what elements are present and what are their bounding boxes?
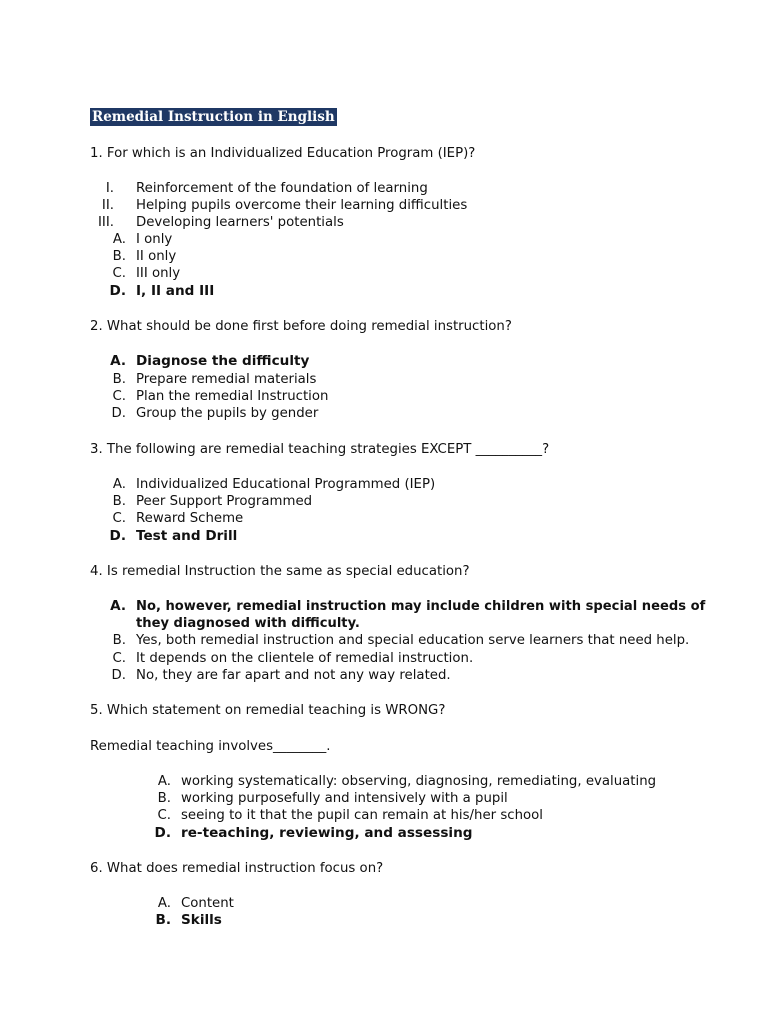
roman-numeral-3: III. <box>98 215 114 230</box>
option-mark: A. <box>112 477 126 492</box>
option-text: working purposefully and intensively with a pupil <box>181 791 508 806</box>
option-mark: B. <box>112 372 126 387</box>
answer-mark: D. <box>109 283 126 299</box>
option-text: Group the pupils by gender <box>136 406 319 421</box>
answer-mark: A. <box>110 353 126 369</box>
answer-mark: D. <box>109 528 126 544</box>
option-mark: C. <box>112 266 126 281</box>
question-5: 5. Which statement on remedial teaching is WRONG? <box>90 703 446 718</box>
answer-text: No, however, remedial instruction may include children with special needs of <box>136 599 706 614</box>
answer-text: I, II and III <box>136 283 215 299</box>
option-mark: B. <box>157 791 171 806</box>
option-mark: A. <box>112 232 126 247</box>
option-mark: C. <box>112 389 126 404</box>
option-text: I only <box>136 232 173 247</box>
roman-item-3: Developing learners' potentials <box>136 215 344 230</box>
option-mark: B. <box>112 633 126 648</box>
option-mark: A. <box>157 774 171 789</box>
answer-text-continued: they diagnosed with difficulty. <box>136 616 360 631</box>
question-3: 3. The following are remedial teaching strategies EXCEPT __________? <box>90 442 550 457</box>
option-text: It depends on the clientele of remedial instruction. <box>136 651 474 666</box>
option-text: Prepare remedial materials <box>136 372 317 387</box>
roman-numeral-1: I. <box>105 181 114 196</box>
answer-mark: B. <box>155 912 171 928</box>
option-text: Reward Scheme <box>136 511 244 526</box>
question-4: 4. Is remedial Instruction the same as special education? <box>90 564 470 579</box>
option-text: II only <box>136 249 177 264</box>
option-text: Individualized Educational Programmed (IEP) <box>136 477 436 492</box>
answer-mark: A. <box>110 598 126 614</box>
answer-text: re-teaching, reviewing, and assessing <box>181 825 473 841</box>
option-mark: B. <box>112 249 126 264</box>
answer-text: Skills <box>181 912 222 928</box>
roman-item-1: Reinforcement of the foundation of learning <box>136 181 428 196</box>
option-text: Content <box>181 896 234 911</box>
option-mark: C. <box>112 651 126 666</box>
question-2: 2. What should be done first before doing remedial instruction? <box>90 319 512 334</box>
option-text: III only <box>136 266 181 281</box>
option-text: Peer Support Programmed <box>136 494 313 509</box>
option-mark: C. <box>157 808 171 823</box>
option-mark: D. <box>111 406 126 421</box>
question-5-stem: Remedial teaching involves________. <box>90 739 331 754</box>
question-1: 1. For which is an Individualized Education Program (IEP)? <box>90 146 476 161</box>
answer-mark: D. <box>154 825 171 841</box>
option-text: No, they are far apart and not any way related. <box>136 668 451 683</box>
option-text: Yes, both remedial instruction and special education serve learners that need help. <box>136 633 690 648</box>
question-6: 6. What does remedial instruction focus on? <box>90 861 384 876</box>
roman-numeral-2: II. <box>101 198 114 213</box>
option-text: working systematically: observing, diagnosing, remediating, evaluating <box>181 774 657 789</box>
answer-text: Test and Drill <box>136 528 238 544</box>
roman-item-2: Helping pupils overcome their learning difficulties <box>136 198 468 213</box>
option-text: Plan the remedial Instruction <box>136 389 329 404</box>
option-mark: A. <box>157 896 171 911</box>
document-title: Remedial Instruction in English <box>92 109 335 125</box>
option-mark: C. <box>112 511 126 526</box>
answer-text: Diagnose the difficulty <box>136 353 310 369</box>
option-mark: B. <box>112 494 126 509</box>
option-mark: D. <box>111 668 126 683</box>
option-text: seeing to it that the pupil can remain at his/her school <box>181 808 543 823</box>
